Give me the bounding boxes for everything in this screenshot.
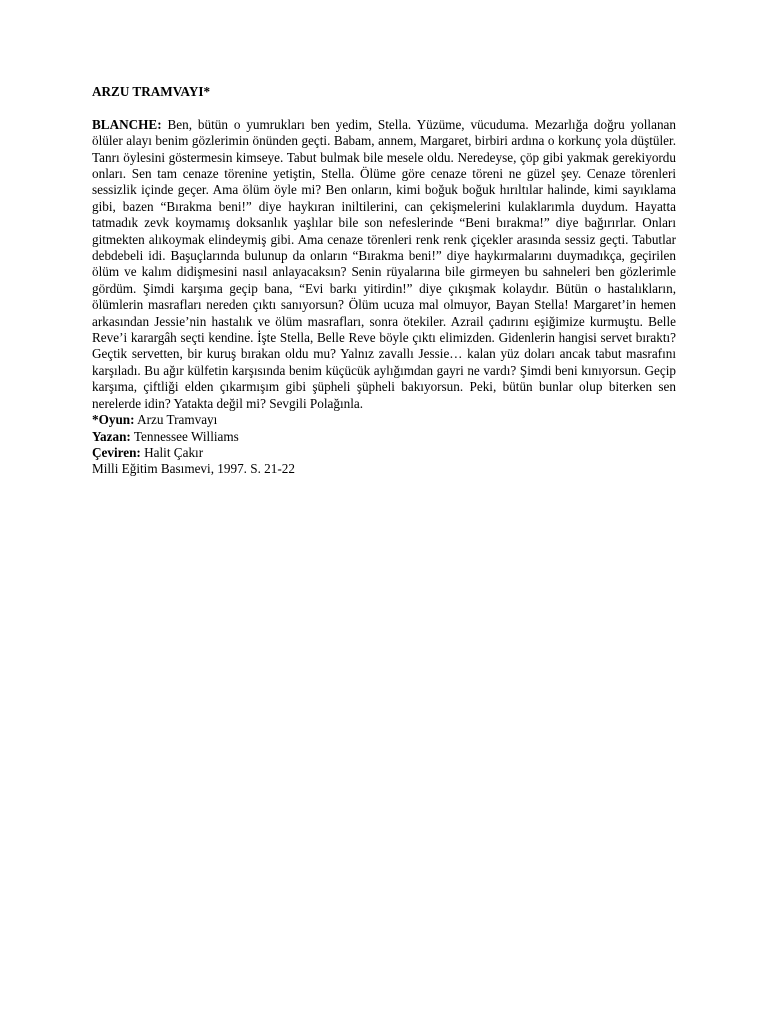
author-value: Tennessee Williams <box>133 428 239 444</box>
credit-author <box>92 429 676 445</box>
blanche-monologue <box>92 117 676 412</box>
credits-block <box>92 412 676 478</box>
translator-label: Çeviren: <box>92 444 141 460</box>
translator-value: Halit Çakır <box>144 444 204 460</box>
play-value: Arzu Tramvayı <box>137 412 218 428</box>
author-label: Yazan: <box>92 428 131 444</box>
credit-translator <box>92 445 676 461</box>
credit-play <box>92 412 676 428</box>
document-title: ARZU TRAMVAYI* <box>92 84 211 99</box>
document-page <box>92 84 676 478</box>
play-label: *Oyun: <box>92 412 135 428</box>
monologue-text: Ben, bütün o yumrukları ben yedim, Stella. Yüzüme, vücuduma. Mezarlığa doğru yollanan ölüler alayı benim gözlerimin önünden geçti. Babam, annem, Margaret, birbiri ardına o korkunç yola düştüler. Tanrı öylesini göstermesin kimseye. Tabut bulmak bile mesele oldu. Neredeyse, çöp gibi yakmak gerekiyordu onları. Sen tam cenaze törenine yetiştin, Stella. Ölüme göre cenaze töreni ne güzel şey. Cenaze törenleri sessizlik içinde geçer. Ama ölüm öyle mi? Ben onların, kimi boğuk boğuk hırıltılar halinde, kimi sayıklama gibi, bazen “Bırakma beni!” diye haykıran iniltilerini, can çekişmelerini kulaklarımla duydum. Hayatta tatmadık zevk koymamış doksanlık yaşlılar bile son nefeslerinde “Beni bırakma!” diye bağırırlar. Onları gitmekten alıkoymak elindeymiş gibi. Ama cenaze törenleri renk renk çiçekler arasında sessiz geçti. Tabutlar debdebeli idi. Başuçlarında bulunup da onların “Bırakma beni!” diye haykırmalarını duymadıkça, geçirilen ölüm ve kalım didişmesini nasıl anlayacaksın? Senin rüyalarına bile girmeyen bu sahneleri ben gözlerimle gördüm. Şimdi karşıma geçip bana, “Evi barkı yitirdin!” diye çıkışmak kolaydır. Bütün o hastalıkların, ölümlerin masrafları nereden çıktı sanıyorsun? Ölüm ucuza mal olmuyor, Bayan Stella! Margaret’in hemen arkasından Jessie’nin hastalık ve ölüm masrafları, sonra ötekiler. Azrail çadırını eşiğimize kurmuştu. Belle Reve’i karargâh seçti kendine. İşte Stella, Belle Reve böyle çıktı elimizden. Gidenlerin hangisi servet bıraktı? Geçtik servetten, bir kuruş bırakan oldu mu? Yalnız zavallı Jessie… kalan yüz doları ancak tabut masrafını karşıladı. Bu ağır külfetin karşısında benim küçücük aylığımdan gayri ne vardı? Şimdi beni kınıyorsun. Geçip karşıma, çiftliği elden çıkarmışım gibi şüpheli şüpheli bakıyorsun. Peki, bütün bunlar olup biterken sen nerelerde idin? Yatakta değil mi? Sevgili Polağınla. <box>92 116 676 411</box>
credit-source: Milli Eğitim Basımevi, 1997. S. 21-22 <box>92 461 295 477</box>
speaker-label: BLANCHE: <box>92 116 162 132</box>
